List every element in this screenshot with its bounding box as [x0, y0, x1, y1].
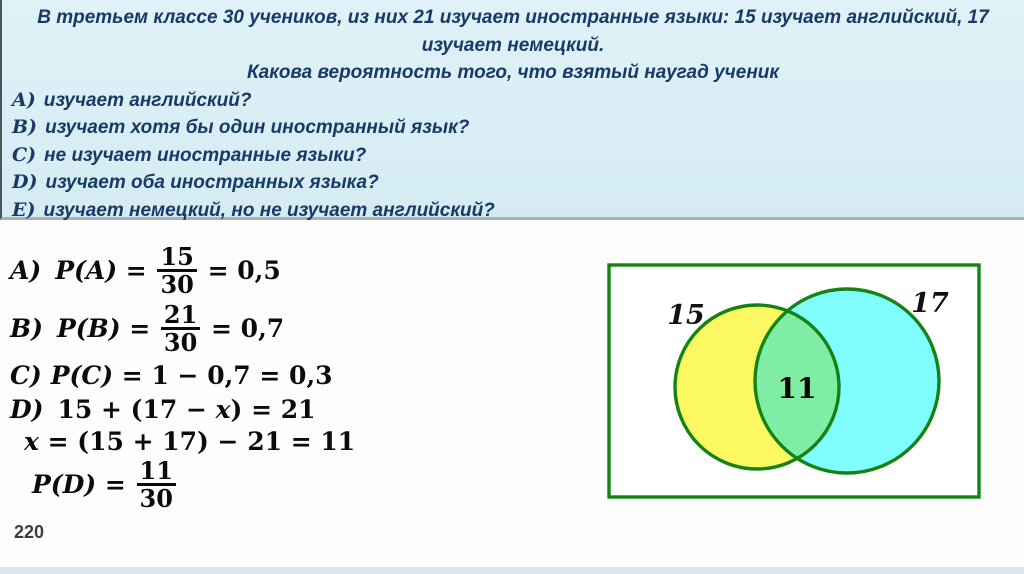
bottom-strip: [0, 567, 1024, 574]
formula-result: = 0,5: [198, 255, 281, 285]
variable-x: x: [215, 394, 231, 424]
formula-expression: ) = 21: [230, 394, 316, 424]
fraction-denominator: 30: [160, 269, 194, 299]
formula-line-d: [10, 394, 316, 424]
probability-function: P(D): [32, 469, 97, 499]
venn-intersection-count-label: 11: [777, 372, 817, 405]
problem-intro: В третьем классе 30 учеников, из них 21 изучает иностранные языки: 15 изучает английский, 17 изучает немецкий.: [37, 7, 989, 56]
probability-function: P(B): [56, 313, 121, 343]
question-item-label: E): [12, 198, 36, 221]
venn-diagram: [596, 252, 996, 510]
question-item-b: [10, 114, 1016, 142]
variable-x: x: [24, 426, 39, 456]
slide-page-number: 220: [14, 522, 45, 542]
question-item-label: D): [12, 171, 38, 193]
fraction-numerator: 15: [157, 244, 196, 272]
problem-statement-panel: [0, 0, 1024, 220]
question-item-text: не изучает иностранные языки?: [44, 144, 367, 166]
problem-question: Какова вероятность того, что взятый наугад ученик: [246, 62, 780, 83]
formula-line-b: [10, 300, 284, 356]
equals-sign: =: [117, 255, 156, 285]
probability-function: P(A): [55, 255, 118, 285]
formula-expression: = 1 − 0,7 = 0,3: [113, 360, 333, 390]
question-item-label: C): [12, 143, 37, 166]
question-item-a: [10, 87, 1016, 115]
venn-diagram-svg: [596, 252, 996, 510]
question-item-c: [10, 142, 1016, 170]
question-item-label: A): [12, 88, 36, 111]
equals-sign: =: [96, 469, 135, 499]
question-item-text: изучает оба иностранных языка?: [45, 172, 379, 193]
formula-label: B): [10, 313, 43, 343]
question-item-text: изучает хотя бы один иностранный язык?: [45, 117, 470, 138]
formula-expression: 15 + (17 −: [57, 394, 216, 424]
formula-expression: = (15 + 17) − 21 = 11: [38, 426, 356, 456]
equals-sign: =: [120, 313, 159, 343]
venn-right-count-label: 17: [911, 288, 949, 319]
formula-line-x: [24, 426, 355, 456]
question-item-text: изучает немецкий, но не изучает английский?: [43, 199, 495, 221]
fraction: [137, 455, 176, 513]
formula-result: = 0,7: [202, 313, 285, 343]
fraction-denominator: 30: [139, 483, 173, 513]
fraction-numerator: 21: [161, 302, 200, 330]
venn-left-count-label: 15: [667, 300, 705, 331]
fraction: [161, 299, 200, 357]
question-item-text: изучает английский?: [43, 89, 252, 111]
question-item-e: [10, 197, 1016, 225]
fraction-numerator: 11: [137, 458, 176, 486]
fraction: [157, 241, 196, 299]
question-item-d: [10, 169, 1016, 197]
probability-function: P(C): [50, 360, 114, 390]
formula-line-pd: [32, 456, 178, 512]
formula-line-a: [10, 242, 281, 298]
question-item-label: B): [12, 116, 38, 138]
formula-label: C): [10, 360, 42, 390]
formula-label: D): [10, 394, 44, 424]
formula-line-c: [10, 360, 333, 390]
fraction-denominator: 30: [163, 327, 198, 357]
formula-label: A): [10, 255, 42, 285]
